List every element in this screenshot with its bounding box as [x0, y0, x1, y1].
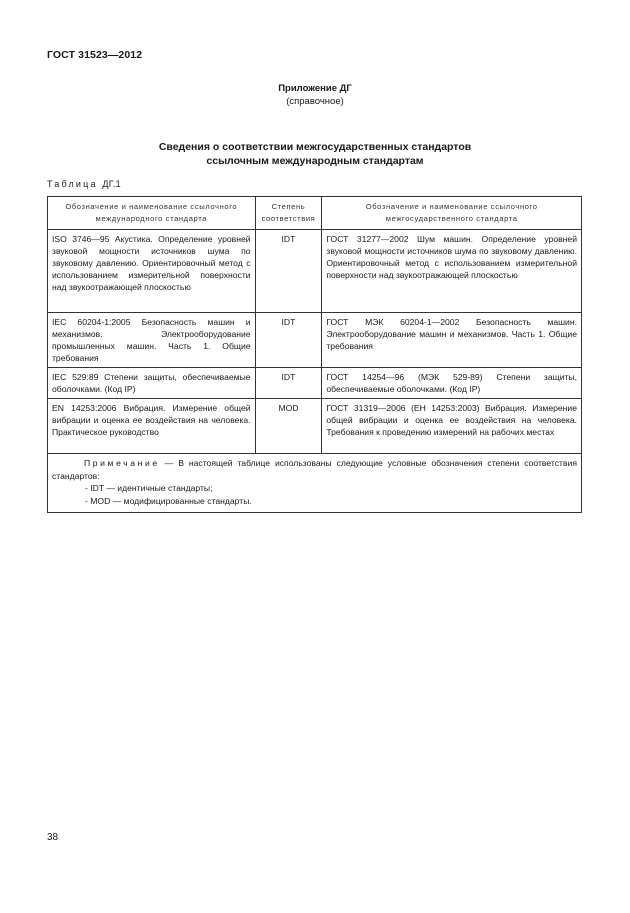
header-degree: Степень соответствия	[255, 197, 322, 230]
page-number: 38	[47, 832, 59, 843]
table-row	[48, 368, 582, 399]
note-item-idt: - IDT — идентичные стандарты;	[85, 483, 213, 493]
cell-international-standard: IEC 60204-1:2005 Безопасность машин и механизмов. Электрооборудование промышленных машин. Часть 1. Общие требования	[48, 313, 256, 368]
cell-interstate-standard: ГОСТ МЭК 60204-1—2002 Безопасность машин. Электрооборудование машин и механизмов. Часть 1. Общие требования	[322, 313, 582, 368]
table-note	[48, 454, 582, 513]
note-intro	[52, 457, 577, 482]
document-header: ГОСТ 31523—2012	[47, 49, 143, 61]
appendix-heading	[0, 82, 630, 108]
section-title-line1: Сведения о соответствии межгосударственных стандартов	[158, 141, 472, 153]
note-label: Примечание	[84, 458, 160, 468]
section-title	[0, 140, 630, 168]
cell-interstate-standard: ГОСТ 14254—96 (МЭК 529-89) Степени защиты, обеспечиваемые оболочками. (Код IP)	[322, 368, 582, 399]
cell-degree: IDT	[255, 230, 322, 313]
cell-degree: MOD	[255, 399, 322, 454]
cell-international-standard: IEC 529:89 Степени защиты, обеспечиваемые оболочками. (Код IP)	[48, 368, 256, 399]
table-label-prefix: Таблица	[47, 179, 98, 189]
cell-international-standard: EN 14253:2006 Вибрация. Измерение общей вибрации и оценка ее воздействия на человека. Практическое руководство	[48, 399, 256, 454]
cell-interstate-standard: ГОСТ 31277—2002 Шум машин. Определение уровней звуковой мощности источников шума по звуковому давлению. Ориентировочный метод с использованием измерительной поверхности над звукоотражающей плоскостью	[322, 230, 582, 313]
appendix-title: Приложение ДГ	[278, 83, 352, 94]
table-header-row	[48, 197, 582, 230]
table-row	[48, 313, 582, 368]
note-text: — В настоящей таблице использованы следующие условные обозначения степени соответствия стандартов:	[52, 458, 577, 481]
cell-degree: IDT	[255, 313, 322, 368]
cell-interstate-standard: ГОСТ 31319—2006 (ЕН 14253:2003) Вибрация. Измерение общей вибрации и оценка ее воздействия на человека. Требования к проведению измерений на рабочих местах	[322, 399, 582, 454]
note-item-mod: - MOD — модифицированные стандарты.	[85, 495, 252, 506]
correspondence-table	[47, 196, 582, 513]
section-title-line2: ссылочным международным стандартам	[206, 155, 424, 167]
table-label	[47, 179, 121, 189]
cell-international-standard: ISO 3746—95 Акустика. Определение уровней звуковой мощности источников шума по звуковому давлению. Ориентировочный метод с использованием измерительной поверхности над звукоотражающей плоскостью	[48, 230, 256, 313]
appendix-subtitle: (справочное)	[286, 96, 344, 107]
table-row	[48, 399, 582, 454]
table-row	[48, 230, 582, 313]
header-interstate-standard: Обозначение и наименование ссылочного межгосударственного стандарта	[322, 197, 582, 230]
table-note-row	[48, 454, 582, 513]
header-international-standard: Обозначение и наименование ссылочного международного стандарта	[48, 197, 256, 230]
table-label-number: ДГ.1	[102, 179, 121, 189]
cell-degree: IDT	[255, 368, 322, 399]
